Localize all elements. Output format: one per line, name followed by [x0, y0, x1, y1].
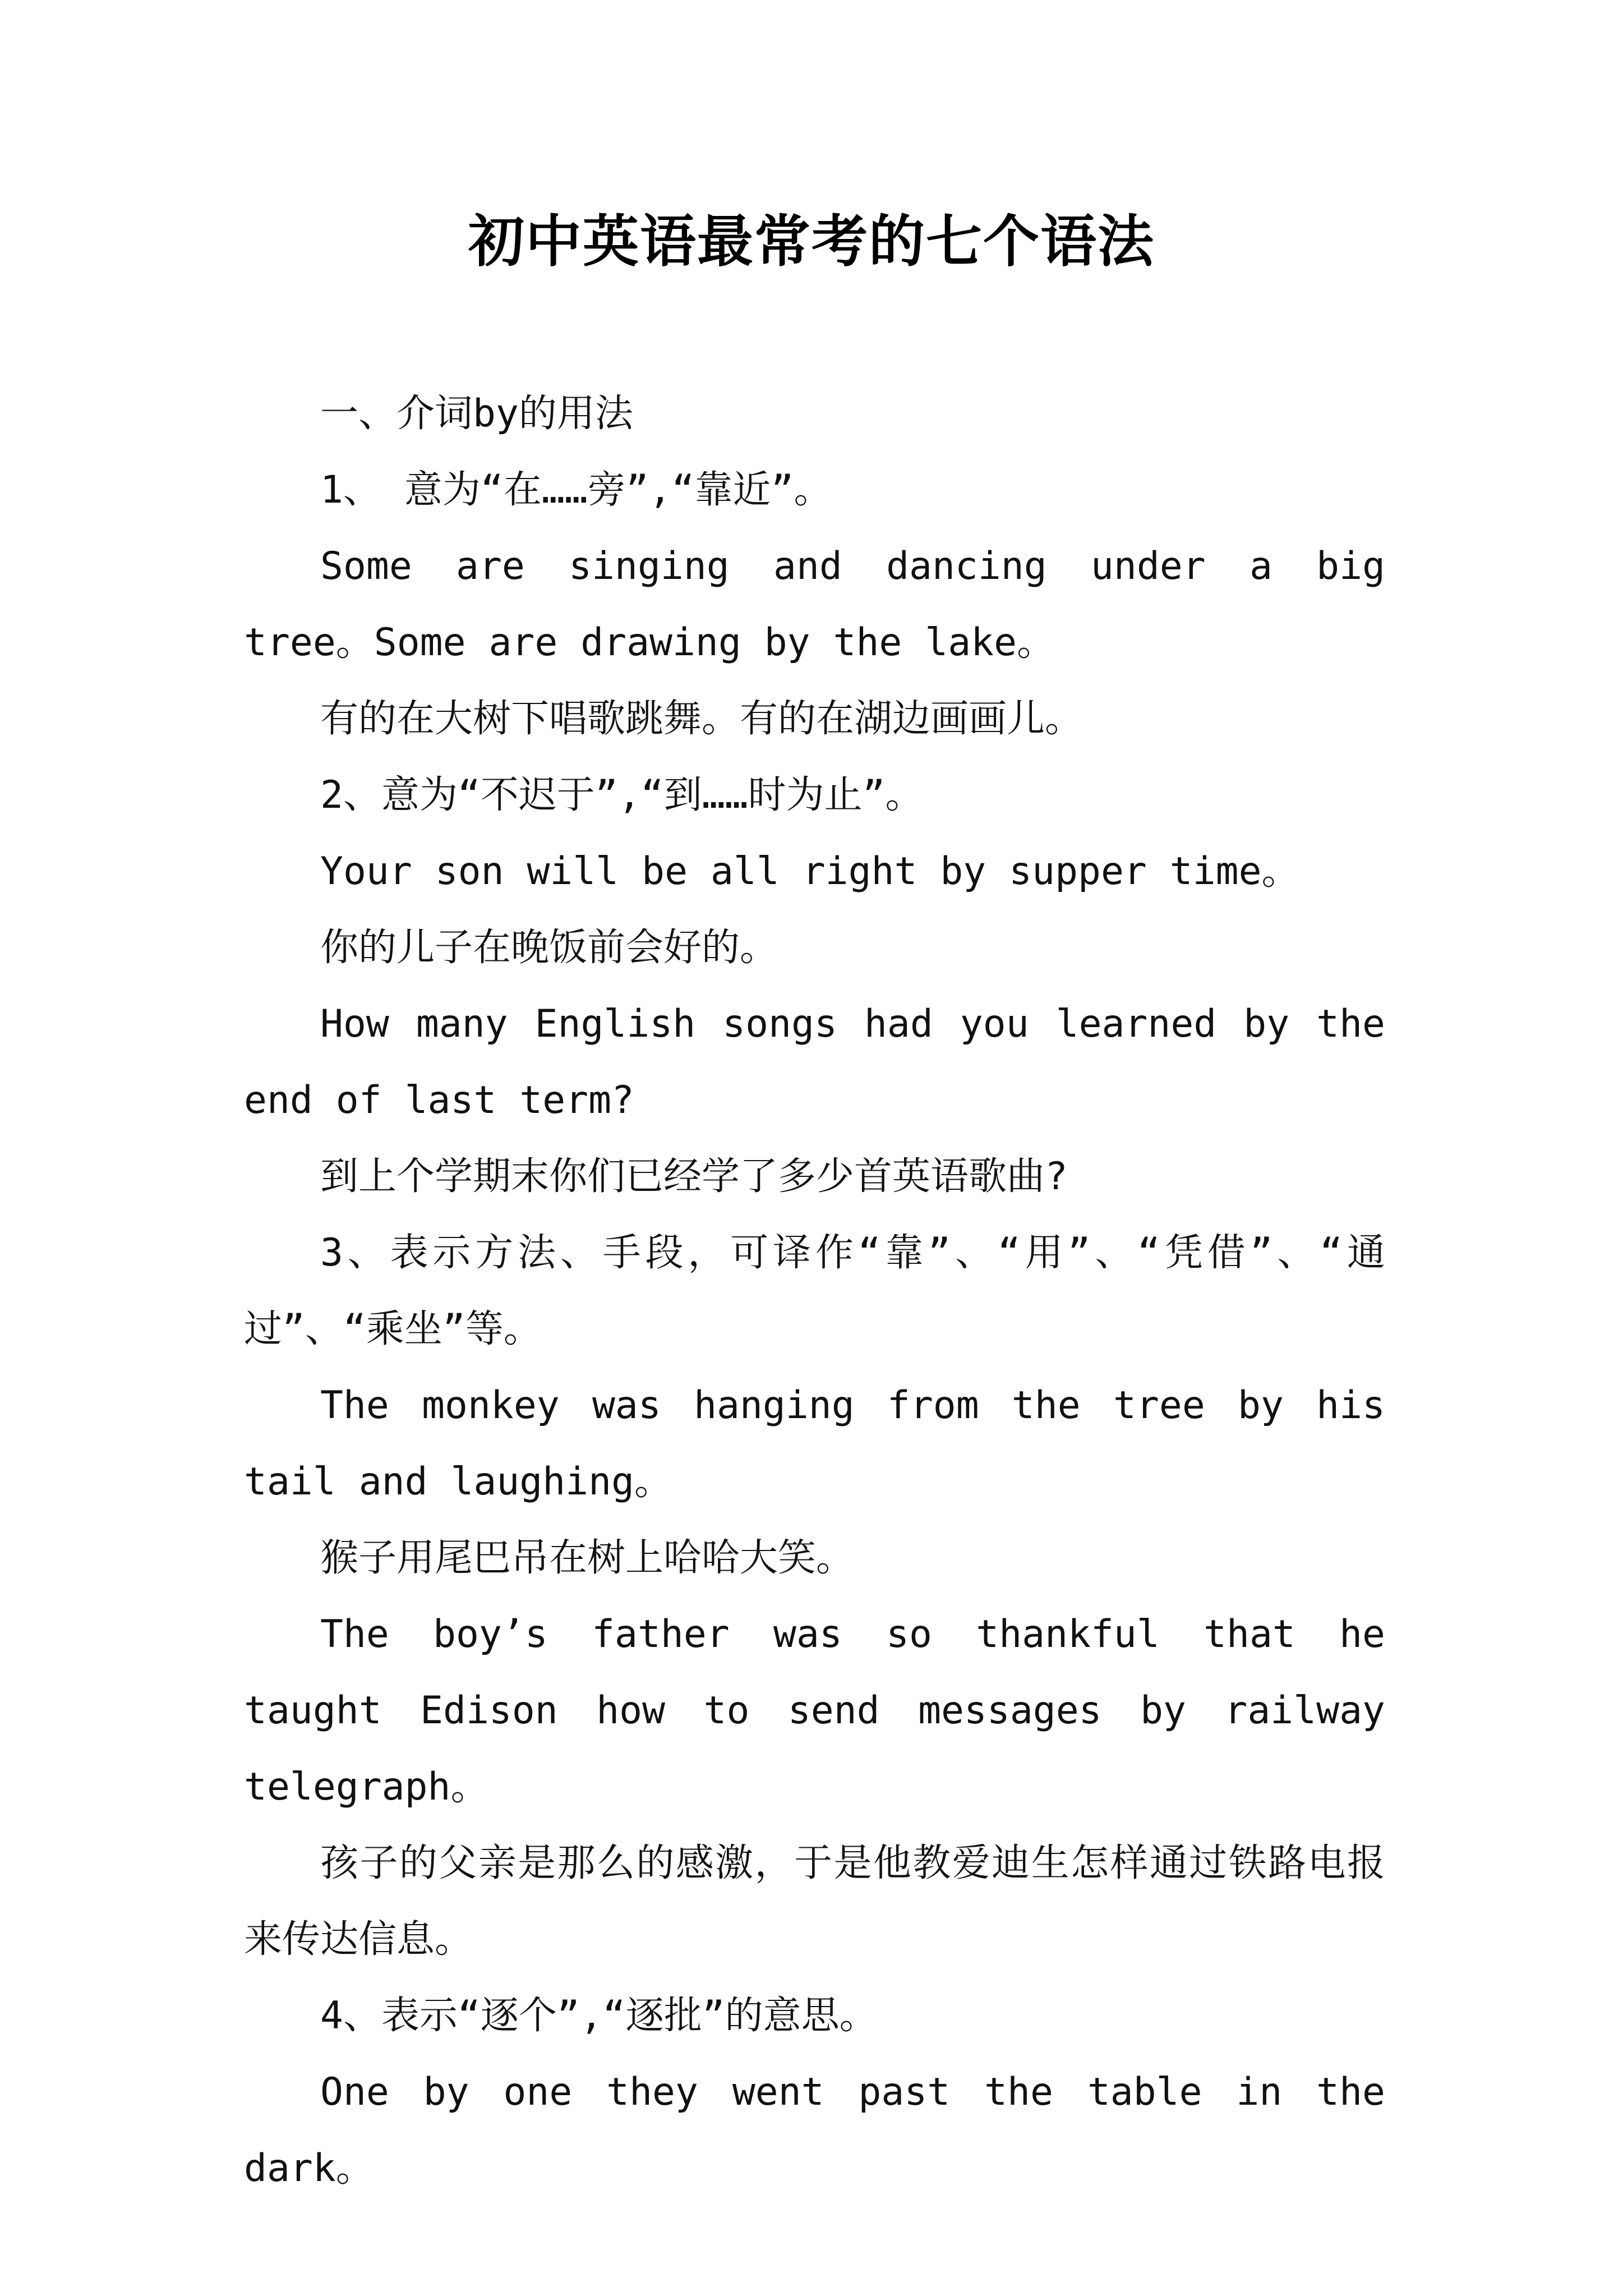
rule-4-heading: 4、表示“逐个”,“逐批”的意思。: [320, 1994, 878, 2038]
example-chinese: 孩子的父亲是那么的感激，于是他教爱迪生怎样通过铁路电报来传达信息。: [244, 1841, 1385, 1962]
example-english: Some are singing and dancing under a big tree。Some are drawing by the lake。: [244, 544, 1385, 665]
example-chinese: 到上个学期末你们已经学了多少首英语歌曲?: [320, 1154, 1068, 1199]
example-english: How many English songs had you learned by the end of last term?: [244, 1002, 1385, 1122]
document-title: 初中英语最常考的七个语法: [468, 208, 1155, 274]
section-heading-by-usage: 一、介词by的用法: [320, 392, 633, 436]
example-english: The boy’s father was so thankful that he taught Edison how to send messages by railway telegraph。: [244, 1612, 1385, 1809]
example-chinese: 你的儿子在晚饭前会好的。: [320, 926, 778, 970]
example-english: Your son will be all right by supper time。: [320, 849, 1300, 894]
example-chinese: 有的在大树下唱歌跳舞。有的在湖边画画儿。: [320, 697, 1083, 741]
rule-3-heading: 3、表示方法、手段，可译作“靠”、“用”、“凭借”、“通过”、“乘坐”等。: [244, 1231, 1385, 1351]
example-chinese: 猴子用尾巴吊在树上哈哈大笑。: [320, 1536, 855, 1580]
rule-2-heading: 2、意为“不迟于”,“到……时为止”。: [320, 773, 924, 817]
document-body: [244, 376, 1385, 2207]
example-english: One by one they went past the table in the dark。: [244, 2070, 1385, 2191]
example-english: The monkey was hanging from the tree by his tail and laughing。: [244, 1383, 1385, 1504]
rule-1-heading: 1、 意为“在……旁”,“靠近”。: [320, 468, 832, 512]
